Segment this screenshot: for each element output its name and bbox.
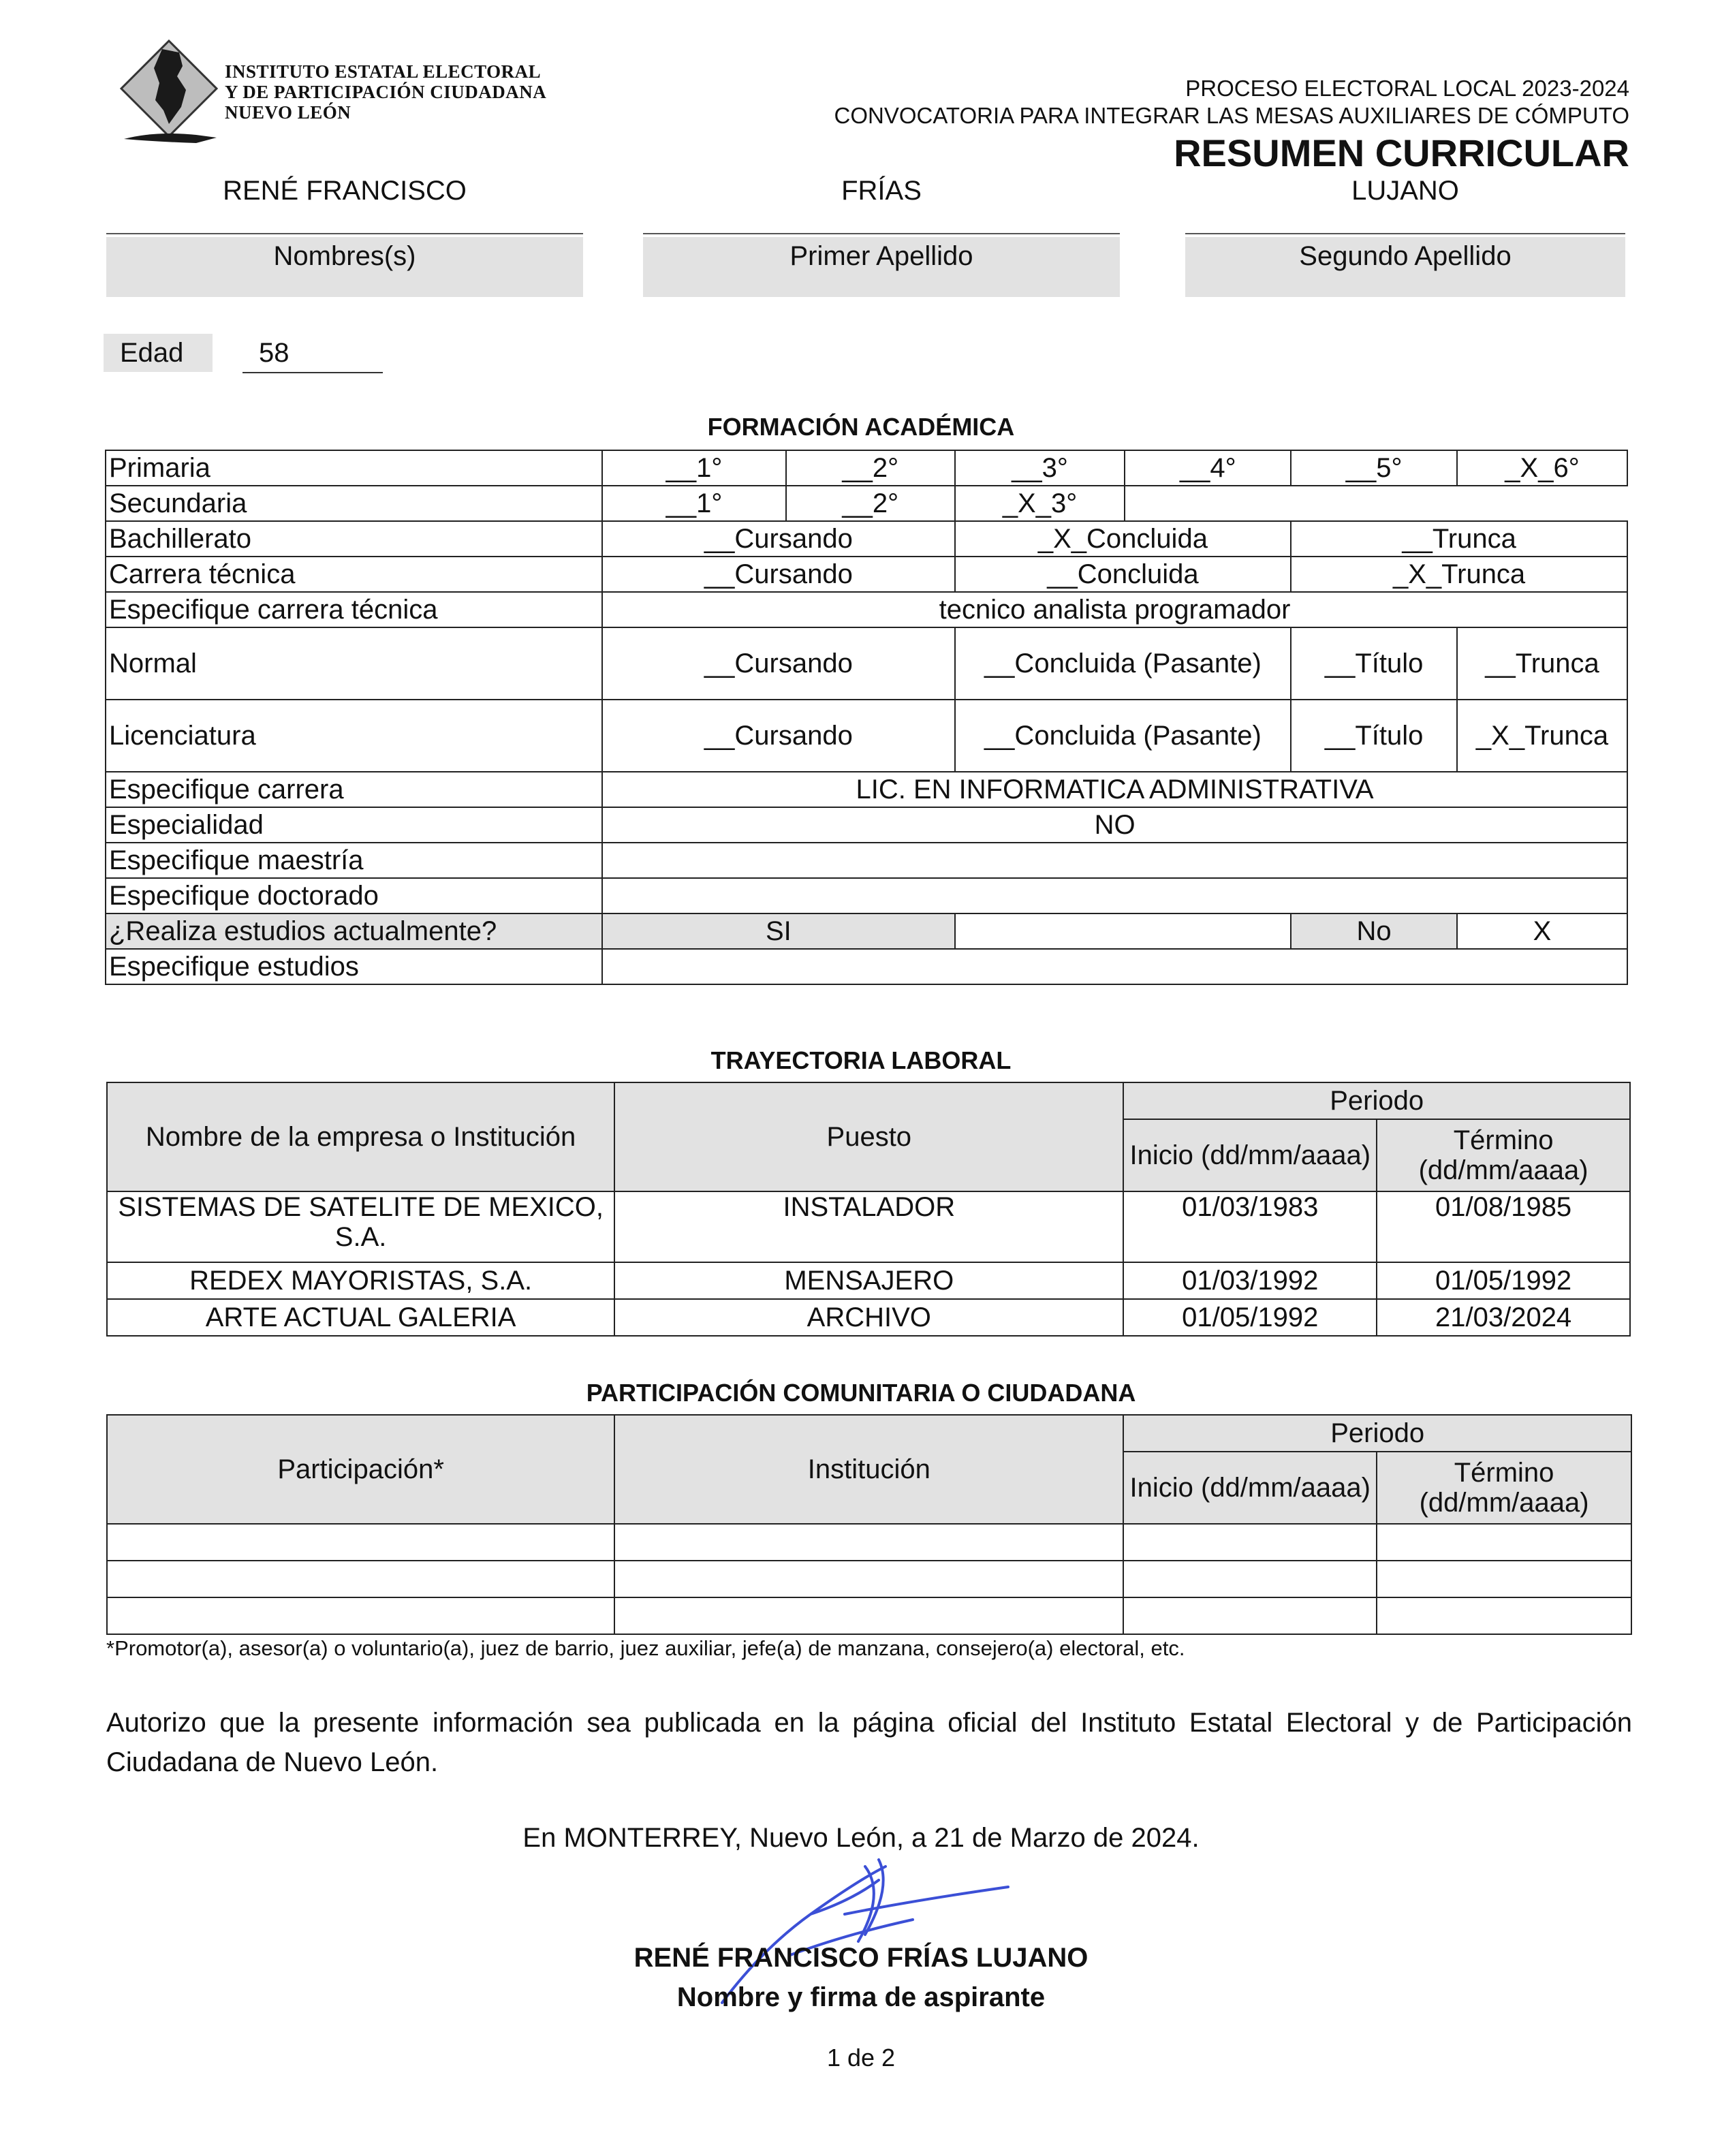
normal-opt-4: __Trunca <box>1457 627 1627 700</box>
licenciatura-opt-4: _X_Trunca <box>1457 700 1627 772</box>
normal-opt-3: __Título <box>1291 627 1457 700</box>
first-name-line <box>106 233 583 234</box>
cell <box>614 1524 1123 1561</box>
row-tecnica <box>106 557 1627 592</box>
secundaria-opt-1: __1° <box>602 486 786 521</box>
table-row <box>107 1561 1631 1597</box>
normal-opt-1: __Cursando <box>602 627 954 700</box>
academic-section-title: FORMACIÓN ACADÉMICA <box>707 413 1015 441</box>
table-row <box>107 1191 1630 1262</box>
tecnica-label: Carrera técnica <box>106 557 602 592</box>
licenciatura-opt-1: __Cursando <box>602 700 954 772</box>
tecnica-opt-1: __Cursando <box>602 557 954 592</box>
maternal-name-value: LUJANO <box>1351 176 1459 206</box>
maestria-value <box>602 843 1627 878</box>
institute-logo <box>114 35 223 151</box>
bachillerato-label: Bachillerato <box>106 521 602 557</box>
table-row <box>107 1262 1630 1299</box>
cell <box>1123 1597 1377 1634</box>
primaria-opt-6: _X_6° <box>1457 450 1627 486</box>
row-carrera <box>106 772 1627 807</box>
primaria-opt-2: __2° <box>786 450 955 486</box>
carrera-value: LIC. EN INFORMATICA ADMINISTRATIVA <box>602 772 1627 807</box>
work-header-row-1 <box>107 1082 1630 1119</box>
normal-label: Normal <box>106 627 602 700</box>
licenciatura-opt-3: __Título <box>1291 700 1457 772</box>
institute-name: INSTITUTO ESTATAL ELECTORAL Y DE PARTICIPACIÓN CIUDADANA NUEVO LEÓN <box>225 61 547 123</box>
work-position: MENSAJERO <box>614 1262 1123 1299</box>
work-start: 01/03/1983 <box>1123 1191 1377 1262</box>
cell <box>1123 1524 1377 1561</box>
tecnica-opt-3: _X_Trunca <box>1291 557 1627 592</box>
work-col-company: Nombre de la empresa o Institución <box>107 1082 614 1191</box>
community-col-period: Periodo <box>1123 1415 1631 1452</box>
primaria-label: Primaria <box>106 450 602 486</box>
row-licenciatura <box>106 700 1627 772</box>
work-col-period: Periodo <box>1123 1082 1630 1119</box>
estudia-no-label: No <box>1291 913 1457 949</box>
work-end: 21/03/2024 <box>1377 1299 1630 1336</box>
first-name-value: RENÉ FRANCISCO <box>223 176 467 206</box>
row-doctorado <box>106 878 1627 913</box>
estudios-value <box>602 949 1627 984</box>
secundaria-empty <box>1125 486 1627 521</box>
estudios-label: Especifique estudios <box>106 949 602 984</box>
paternal-name-label: Primer Apellido <box>643 237 1120 297</box>
secundaria-opt-3: _X_3° <box>955 486 1125 521</box>
estudia-no-mark: X <box>1457 913 1627 949</box>
work-company: SISTEMAS DE SATELITE DE MEXICO, S.A. <box>107 1191 614 1262</box>
cell <box>1123 1561 1377 1597</box>
estudia-si-mark <box>955 913 1292 949</box>
bachillerato-opt-1: __Cursando <box>602 521 954 557</box>
maternal-name-label: Segundo Apellido <box>1185 237 1625 297</box>
tecnica-spec-value: tecnico analista programador <box>602 592 1627 627</box>
process-header <box>834 75 1629 129</box>
especialidad-value: NO <box>602 807 1627 843</box>
community-header-row-1 <box>107 1415 1631 1452</box>
age-value: 58 <box>242 334 383 373</box>
work-col-position: Puesto <box>614 1082 1123 1191</box>
bachillerato-opt-3: __Trunca <box>1291 521 1627 557</box>
work-section-title: TRAYECTORIA LABORAL <box>710 1046 1012 1074</box>
academic-table <box>105 450 1628 985</box>
primaria-opt-5: __5° <box>1291 450 1457 486</box>
primaria-opt-4: __4° <box>1125 450 1291 486</box>
community-col-start: Inicio (dd/mm/aaaa) <box>1123 1452 1377 1524</box>
cell <box>614 1561 1123 1597</box>
paternal-name-value: FRÍAS <box>841 176 922 206</box>
row-maestria <box>106 843 1627 878</box>
doctorado-label: Especifique doctorado <box>106 878 602 913</box>
page-number: 1 de 2 <box>826 2044 896 2072</box>
cell <box>1377 1597 1631 1634</box>
document-title: RESUMEN CURRICULAR <box>1174 131 1629 174</box>
estudia-label: ¿Realiza estudios actualmente? <box>106 913 602 949</box>
cell <box>107 1524 614 1561</box>
licenciatura-opt-2: __Concluida (Pasante) <box>955 700 1292 772</box>
primaria-opt-1: __1° <box>602 450 786 486</box>
primaria-opt-3: __3° <box>955 450 1125 486</box>
licenciatura-label: Licenciatura <box>106 700 602 772</box>
work-start: 01/03/1992 <box>1123 1262 1377 1299</box>
work-position: INSTALADOR <box>614 1191 1123 1262</box>
work-col-start: Inicio (dd/mm/aaaa) <box>1123 1119 1377 1191</box>
work-end: 01/08/1985 <box>1377 1191 1630 1262</box>
estudia-si-label: SI <box>602 913 954 949</box>
first-name-label: Nombres(s) <box>106 237 583 297</box>
community-table <box>106 1414 1632 1635</box>
community-note: *Promotor(a), asesor(a) o voluntario(a), juez de barrio, juez auxiliar, jefe(a) de manzana, consejero(a) electoral, etc. <box>106 1636 1185 1660</box>
signer-label: Nombre y firma de aspirante <box>676 1982 1046 2012</box>
cell <box>1377 1561 1631 1597</box>
work-col-end: Término (dd/mm/aaaa) <box>1377 1119 1630 1191</box>
paternal-name-line <box>643 233 1120 234</box>
tecnica-spec-label: Especifique carrera técnica <box>106 592 602 627</box>
tecnica-opt-2: __Concluida <box>955 557 1292 592</box>
cell <box>1377 1524 1631 1561</box>
community-col-institution: Institución <box>614 1415 1123 1524</box>
work-position: ARCHIVO <box>614 1299 1123 1336</box>
secundaria-label: Secundaria <box>106 486 602 521</box>
work-start: 01/05/1992 <box>1123 1299 1377 1336</box>
community-section-title: PARTICIPACIÓN COMUNITARIA O CIUDADANA <box>586 1379 1136 1407</box>
cell <box>614 1597 1123 1634</box>
work-company: ARTE ACTUAL GALERIA <box>107 1299 614 1336</box>
row-normal <box>106 627 1627 700</box>
row-primaria <box>106 450 1627 486</box>
secundaria-opt-2: __2° <box>786 486 955 521</box>
community-col-end: Término (dd/mm/aaaa) <box>1377 1452 1631 1524</box>
community-col-participation: Participación* <box>107 1415 614 1524</box>
row-estudia <box>106 913 1627 949</box>
maternal-name-line <box>1185 233 1625 234</box>
work-end: 01/05/1992 <box>1377 1262 1630 1299</box>
doctorado-value <box>602 878 1627 913</box>
row-estudios <box>106 949 1627 984</box>
normal-opt-2: __Concluida (Pasante) <box>955 627 1292 700</box>
cell <box>107 1597 614 1634</box>
row-bachillerato <box>106 521 1627 557</box>
authorization-text: Autorizo que la presente información sea publicada en la página oficial del Instituto Estatal Electoral y de Participación Ciudadana de Nuevo León. <box>106 1708 1632 1777</box>
cell <box>107 1561 614 1597</box>
age-label: Edad <box>104 334 213 372</box>
carrera-label: Especifique carrera <box>106 772 602 807</box>
row-secundaria <box>106 486 1627 521</box>
maestria-label: Especifique maestría <box>106 843 602 878</box>
work-company: REDEX MAYORISTAS, S.A. <box>107 1262 614 1299</box>
bachillerato-opt-2: _X_Concluida <box>955 521 1292 557</box>
table-row <box>107 1597 1631 1634</box>
call-title: CONVOCATORIA PARA INTEGRAR LAS MESAS AUXILIARES DE CÓMPUTO <box>834 103 1629 128</box>
especialidad-label: Especialidad <box>106 807 602 843</box>
row-tecnica-spec <box>106 592 1627 627</box>
signer-name: RENÉ FRANCISCO FRÍAS LUJANO <box>633 1943 1089 1973</box>
row-especialidad <box>106 807 1627 843</box>
process-title: PROCESO ELECTORAL LOCAL 2023-2024 <box>1185 76 1629 101</box>
work-table <box>106 1082 1631 1337</box>
table-row <box>107 1524 1631 1561</box>
table-row <box>107 1299 1630 1336</box>
place-date: En MONTERREY, Nuevo León, a 21 de Marzo de 2024. <box>522 1823 1200 1853</box>
